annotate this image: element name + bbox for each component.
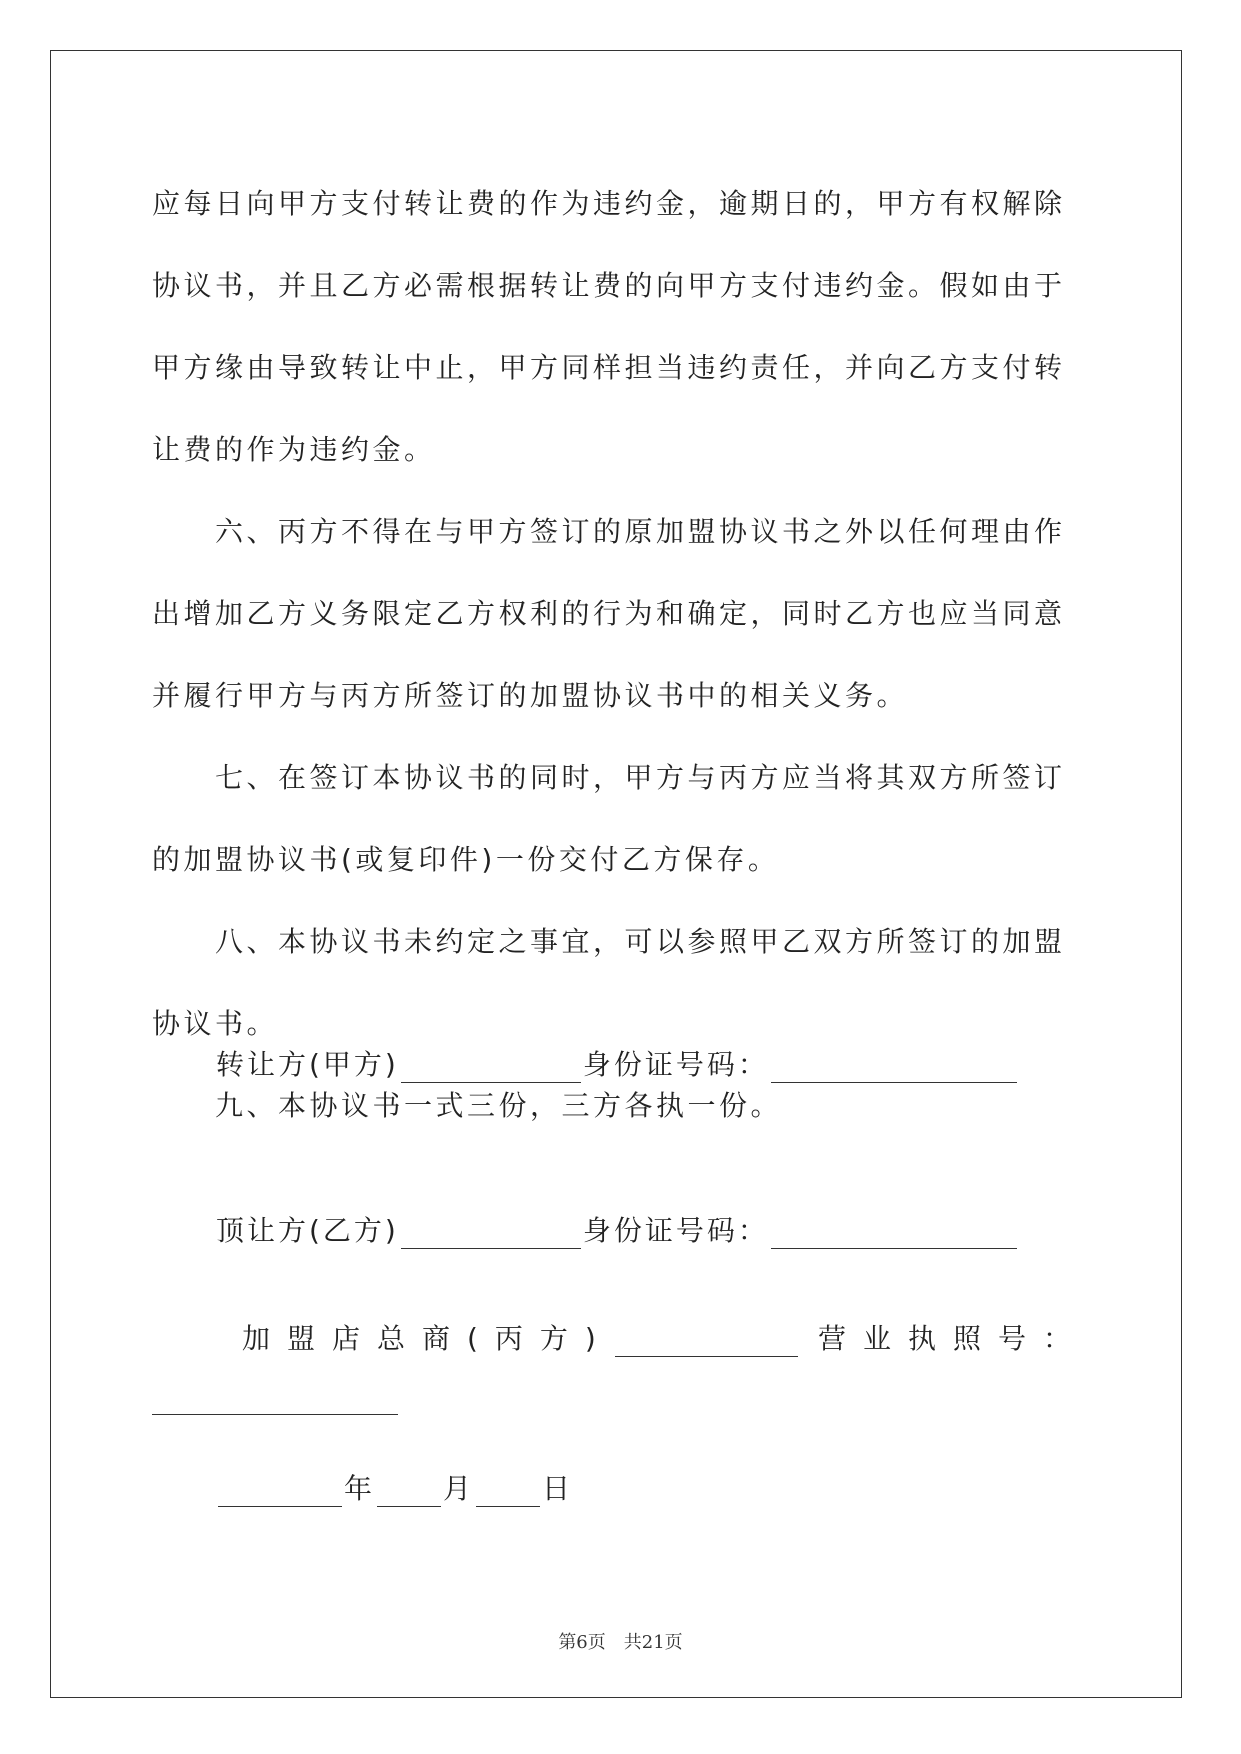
license-number-blank xyxy=(152,1414,398,1415)
page-number-footer: 第6页 共21页 xyxy=(558,1632,683,1653)
paragraph-clause-7: 七、在签订本协议书的同时，甲方与丙方应当将其双方所签订的加盟协议书(或复印件)一份交付乙方保存。 xyxy=(152,761,1066,876)
date-row xyxy=(216,1467,573,1507)
transferee-blank xyxy=(401,1222,581,1249)
franchisor-blank xyxy=(615,1330,798,1357)
month-blank xyxy=(377,1480,441,1507)
franchisor-label: 加盟店总商(丙方) xyxy=(242,1322,613,1355)
paragraph-clause-9: 九、本协议书一式三份，三方各执一份。 xyxy=(215,1089,783,1122)
transferor-blank xyxy=(401,1056,581,1083)
transferor-label: 转让方(甲方) xyxy=(216,1048,399,1081)
signature-row-franchisor xyxy=(242,1317,1088,1357)
signature-row-transferee xyxy=(216,1209,1019,1249)
license-label: 营业执照号： xyxy=(817,1322,1088,1355)
paragraph-clause-8: 八、本协议书未约定之事宜，可以参照甲乙双方所签订的加盟协议书。 xyxy=(152,925,1066,1040)
transferee-id-label: 身份证号码： xyxy=(582,1214,769,1247)
day-blank xyxy=(476,1480,540,1507)
transferor-id-blank xyxy=(771,1056,1017,1083)
signature-row-transferor xyxy=(216,1043,1019,1083)
transferee-id-blank xyxy=(771,1222,1017,1249)
paragraph-clause-6: 六、丙方不得在与甲方签订的原加盟协议书之外以任何理由作出增加乙方义务限定乙方权利的行为和确定，同时乙方也应当同意并履行甲方与丙方所签订的加盟协议书中的相关义务。 xyxy=(152,515,1066,712)
year-label: 年 xyxy=(344,1472,376,1505)
year-blank xyxy=(218,1480,342,1507)
transferor-id-label: 身份证号码： xyxy=(582,1048,769,1081)
month-label: 月 xyxy=(443,1472,475,1505)
paragraph-penalty: 应每日向甲方支付转让费的作为违约金，逾期日的，甲方有权解除协议书，并且乙方必需根据转让费的向甲方支付违约金。假如由于甲方缘由导致转让中止，甲方同样担当违约责任，并向乙方支付转让费的作为违约金。 xyxy=(152,187,1066,466)
transferee-label: 顶让方(乙方) xyxy=(216,1214,399,1247)
day-label: 日 xyxy=(542,1472,574,1505)
document-body xyxy=(152,163,1092,1147)
